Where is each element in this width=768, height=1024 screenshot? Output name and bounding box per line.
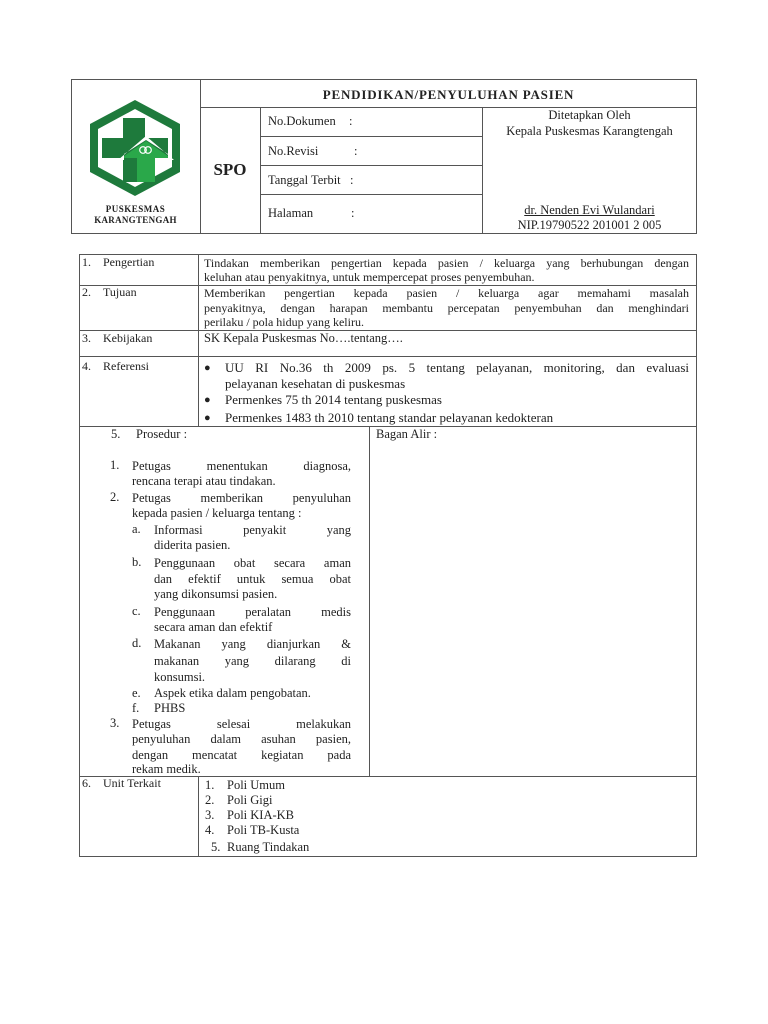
unit-item: Poli Gigi — [227, 793, 273, 807]
step-line: dengan mencatat kegiatan pada — [132, 748, 351, 762]
field-tanggal-terbit-label: Tanggal Terbit — [268, 173, 341, 187]
unit-num: 5. — [211, 840, 221, 854]
puskesmas-logo-icon — [84, 96, 186, 198]
section-label: Unit Terkait — [103, 776, 161, 790]
section-text-line: perilaku / pola hidup yang keliru. — [204, 315, 364, 329]
section-num: 5. — [111, 427, 121, 441]
section-num: 2. — [82, 285, 91, 299]
spo-label: SPO — [213, 160, 247, 179]
divider — [79, 356, 697, 357]
substep-line: Informasi penyakit yang — [154, 523, 351, 537]
step-num: 1. — [110, 458, 120, 472]
field-halaman-label: Halaman — [268, 206, 314, 220]
logo-name-line1: PUSKESMAS — [105, 204, 166, 214]
section-label: Referensi — [103, 359, 149, 373]
step-line: rekam medik. — [132, 762, 201, 776]
divider — [260, 136, 482, 137]
substep-num: e. — [132, 686, 141, 700]
unit-num: 1. — [205, 778, 215, 792]
field-no-revisi-label: No.Revisi — [268, 144, 319, 158]
divider — [260, 107, 261, 234]
section-label: Prosedur : — [136, 427, 188, 441]
section-text-line: penyakitnya, dengan harapan membantu percepatan penyembuhan dan menghindari — [204, 301, 689, 315]
section-label: Pengertian — [103, 255, 155, 269]
step-line: Petugas memberikan penyuluhan — [132, 491, 351, 505]
section-text-line: Tindakan memberikan pengertian kepada pasien / keluarga yang berhubungan dengan — [204, 256, 689, 270]
substep-line: Aspek etika dalam pengobatan. — [154, 686, 311, 700]
unit-item: Ruang Tindakan — [227, 840, 310, 854]
bagan-alir-label: Bagan Alir : — [376, 427, 438, 441]
divider — [260, 194, 482, 195]
unit-num: 3. — [205, 808, 215, 822]
unit-item: Poli Umum — [227, 778, 285, 792]
section-num: 1. — [82, 255, 91, 269]
field-sep: : — [351, 206, 355, 220]
substep-line: yang dikonsumsi pasien. — [154, 587, 278, 601]
bullet-icon: ● — [204, 362, 211, 374]
divider — [369, 426, 370, 776]
logo-name-line2: KARANGTENGAH — [94, 215, 177, 225]
unit-item: Poli TB-Kusta — [227, 823, 300, 837]
substep-num: b. — [132, 555, 142, 569]
section-label: Tujuan — [103, 285, 137, 299]
approval-signer: dr. Nenden Evi Wulandari — [524, 203, 655, 217]
step-line: rencana terapi atau tindakan. — [132, 474, 276, 488]
field-sep: : — [350, 173, 354, 187]
reference-line: UU RI No.36 th 2009 ps. 5 tentang pelayanan, monitoring, dan evaluasi — [225, 360, 689, 375]
substep-line: konsumsi. — [154, 670, 206, 684]
page-title: PENDIDIKAN/PENYULUHAN PASIEN — [322, 87, 575, 102]
divider — [198, 776, 199, 857]
section-text-line: keluhan atau penyakitnya, untuk mempercepat proses penyembuhan. — [204, 270, 535, 284]
field-sep: : — [349, 114, 353, 128]
field-no-dokumen-label: No.Dokumen — [268, 114, 336, 128]
substep-line: Penggunaan obat secara aman — [154, 556, 351, 570]
section-text-line: Memberikan pengertian kepada pasien / keluarga agar memahami masalah — [204, 286, 689, 300]
substep-line: dan efektif untuk semua obat — [154, 572, 351, 586]
unit-num: 4. — [205, 823, 215, 837]
divider — [198, 254, 199, 426]
bullet-icon: ● — [204, 394, 211, 406]
step-line: Petugas menentukan diagnosa, — [132, 459, 351, 473]
section-text-line: SK Kepala Puskesmas No….tentang…. — [204, 331, 403, 345]
divider — [260, 165, 482, 166]
unit-item: Poli KIA-KB — [227, 808, 295, 822]
substep-line: makanan yang dilarang di — [154, 654, 351, 668]
section-num: 6. — [82, 776, 91, 790]
substep-num: c. — [132, 604, 141, 618]
step-line: penyuluhan dalam asuhan pasien, — [132, 732, 351, 746]
step-num: 2. — [110, 490, 120, 504]
substep-line: PHBS — [154, 701, 186, 715]
section-label: Kebijakan — [103, 331, 153, 345]
step-line: Petugas selesai melakukan — [132, 717, 351, 731]
substep-line: Penggunaan peralatan medis — [154, 605, 351, 619]
bullet-icon: ● — [204, 412, 211, 424]
step-line: kepada pasien / keluarga tentang : — [132, 506, 302, 520]
reference-line: pelayanan kesehatan di puskesmas — [225, 376, 406, 391]
substep-num: f. — [132, 701, 140, 715]
approval-line2: Kepala Puskesmas Karangtengah — [506, 124, 673, 138]
approval-line1: Ditetapkan Oleh — [548, 108, 631, 122]
substep-line: diderita pasien. — [154, 538, 231, 552]
substep-num: a. — [132, 522, 141, 536]
step-num: 3. — [110, 716, 120, 730]
unit-num: 2. — [205, 793, 215, 807]
reference-line: Permenkes 1483 th 2010 tentang standar pelayanan kedokteran — [225, 410, 554, 425]
substep-line: secara aman dan efektif — [154, 620, 273, 634]
substep-num: d. — [132, 636, 142, 650]
divider — [200, 79, 201, 234]
reference-line: Permenkes 75 th 2014 tentang puskesmas — [225, 392, 442, 407]
section-num: 4. — [82, 359, 91, 373]
substep-line: Makanan yang dianjurkan & — [154, 637, 351, 651]
field-sep: : — [354, 144, 358, 158]
approval-nip: NIP.19790522 201001 2 005 — [517, 218, 662, 232]
section-num: 3. — [82, 331, 91, 345]
